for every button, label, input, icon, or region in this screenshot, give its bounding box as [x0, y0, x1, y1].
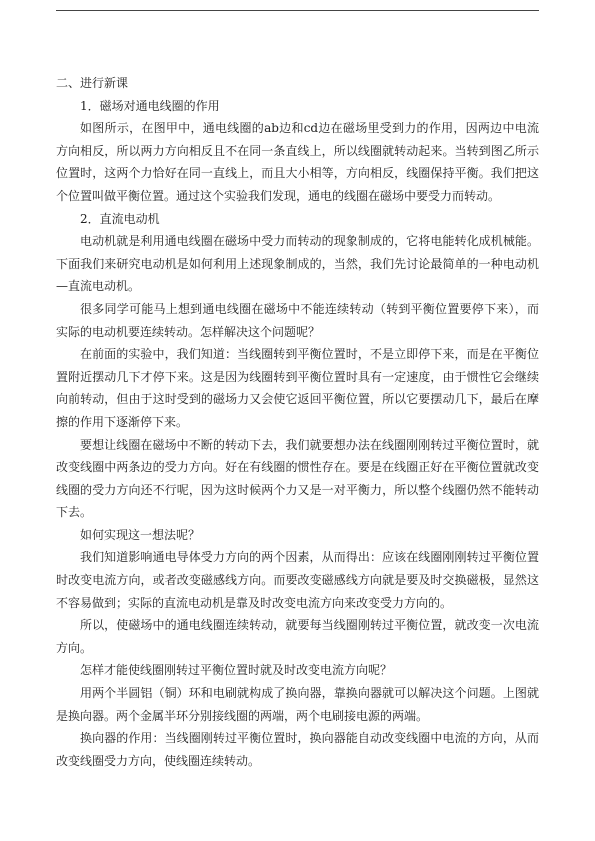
- paragraph-inertia: 在前面的实验中，我们知道：当线圈转到平衡位置时，不是立即停下来，而是在平衡位置附近摆动几下才停下来。这是因为线圈转到平衡位置时具有一定速度，由于惯性它会继续向前转动，但由于这时受到的磁场力又会使它返回平衡位置，所以它要摆动几下，最后在摩擦的作用下逐渐停下来。: [56, 347, 539, 429]
- paragraph-commutator-function: 换向器的作用：当线圈刚转过平衡位置时，换向器能自动改变线圈中电流的方向，从而改变线圈受力方向，使线圈连续转动。: [56, 731, 539, 768]
- paragraph-motor-intro: 电动机就是利用通电线圈在磁场中受力而转动的现象制成的，它将电能转化成机械能。下面我们来研究电动机是如何利用上述现象制成的，当然，我们先讨论最简单的一种电动机—直流电动机。: [56, 234, 539, 294]
- document-body: [56, 72, 539, 772]
- header-rule: [56, 10, 539, 11]
- paragraph-timely-change-question: 怎样才能使线圈刚转过平衡位置时就及时改变电流方向呢？: [80, 663, 393, 678]
- paragraph-continuous-rotation-question: 很多同学可能马上想到通电线圈在磁场中不能连续转动（转到平衡位置要停下来），而实际的电动机要连续转动。怎样解决这个问题呢？: [56, 301, 539, 339]
- paragraph-change-current-each-time: 所以，使磁场中的通电线圈连续转动，就要每当线圈刚转过平衡位置，就改变一次电流方向。: [56, 618, 539, 655]
- paragraph-change-force-direction: 要想让线圈在磁场中不断的转动下去，我们就要想办法在线圈刚刚转过平衡位置时，就改变线圈中两条边的受力方向。好在有线圈的惯性存在。要是在线圈正好在平衡位置就改变线圈的受力方向还不行呢，因为这时候两个力又是一对平衡力，所以整个线圈仍然不能转动下去。: [56, 437, 539, 520]
- subsection-title-dc-motor: 2．直流电动机: [80, 211, 160, 226]
- paragraph-how-to-realize: 如何实现这一想法呢？: [80, 527, 201, 542]
- paragraph-coil-force: 如图所示，在图甲中，通电线圈的ab边和cd边在磁场里受到力的作用，因两边中电流方向相反，所以两力方向相反且不在同一条直线上，所以线圈就转动起来。当转到图乙所示位置时，这两个力恰好在同一直线上，而且大小相等，方向相反，线圈保持平衡。我们把这个位置叫做平衡位置。通过这个实验我们发现，通电的线圈在磁场中要受力而转动。: [56, 121, 539, 203]
- section-title: 二、进行新课: [56, 76, 129, 90]
- paragraph-commutator: 用两个半圆铝（铜）环和电刷就构成了换向器，靠换向器就可以解决这个问题。上图就是换向器。两个金属半环分别接线圈的两端，两个电刷接电源的两端。: [56, 686, 539, 723]
- subsection-title-coil-in-field: 1．磁场对通电线圈的作用: [80, 98, 220, 113]
- paragraph-two-factors: 我们知道影响通电导体受力方向的两个因素，从而得出：应该在线圈刚刚转过平衡位置时改变电流方向，或者改变磁感线方向。而要改变磁感线方向就是要及时交换磁极，显然这不容易做到；实际的直流电动机是靠及时改变电流方向来改变受力方向的。: [56, 550, 539, 610]
